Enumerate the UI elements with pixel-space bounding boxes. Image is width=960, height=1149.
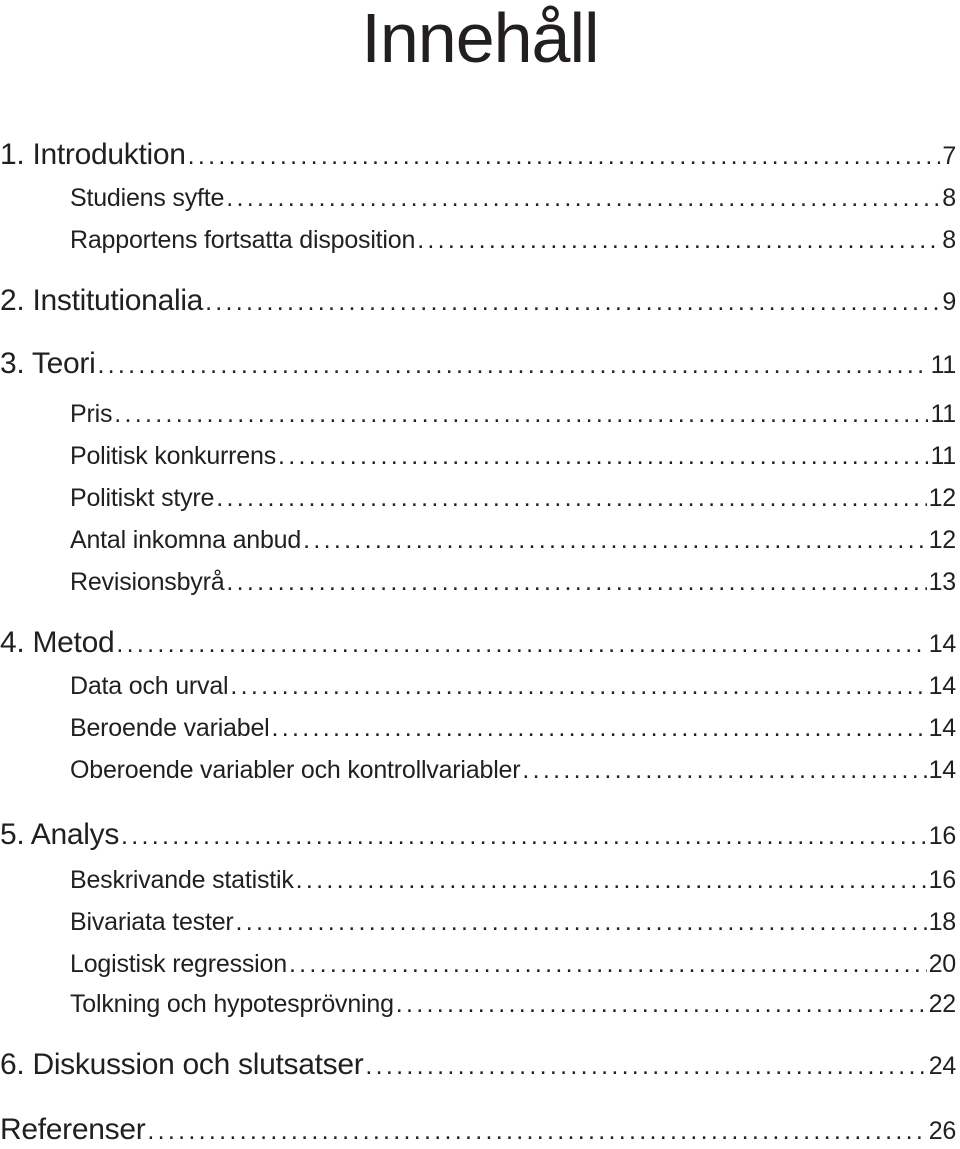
toc-entry-data-och-urval[interactable]: [0, 672, 956, 701]
dot-leader: [188, 142, 941, 171]
toc-page-number: 11: [930, 442, 956, 470]
toc-page-number: 16: [928, 822, 956, 850]
dot-leader: [303, 526, 926, 555]
toc-page-number: 16: [928, 866, 956, 894]
toc-entry-label: Tolkning och hypotesprövning: [70, 990, 394, 1018]
toc-entry-logistisk-regression[interactable]: [0, 950, 956, 979]
dot-leader: [97, 351, 928, 380]
dot-leader: [296, 866, 927, 895]
toc-page-number: 8: [942, 184, 956, 212]
toc-entry-introduktion[interactable]: [0, 138, 956, 172]
toc-page-number: 8: [942, 226, 956, 254]
toc-entry-beroende-variabel[interactable]: [0, 714, 956, 743]
toc-entry-diskussion[interactable]: [0, 1048, 956, 1082]
toc-entry-label: Studiens syfte: [70, 184, 225, 212]
dot-leader: [236, 908, 927, 937]
toc-entry-label: Beroende variabel: [70, 714, 270, 742]
toc-entry-tolkning[interactable]: [0, 990, 956, 1019]
toc-page-number: 14: [928, 756, 956, 784]
toc-entry-label: Politiskt styre: [70, 484, 215, 512]
toc-entry-referenser[interactable]: [0, 1113, 956, 1147]
toc-entry-label: Politisk konkurrens: [70, 442, 277, 470]
toc-entry-label: 2. Institutionalia: [0, 284, 204, 317]
toc-entry-politisk-konkurrens[interactable]: [0, 442, 956, 471]
toc-entry-label: 5. Analys: [0, 818, 120, 851]
toc-page-number: 22: [928, 990, 956, 1018]
dot-leader: [417, 226, 940, 255]
toc-entry-metod[interactable]: [0, 626, 956, 660]
toc-page-number: 12: [928, 526, 956, 554]
toc-entry-teori[interactable]: [0, 347, 956, 381]
toc-entry-label: Beskrivande statistik: [70, 866, 294, 894]
toc-entry-label: Pris: [70, 400, 113, 428]
toc-page-number: 9: [942, 288, 956, 316]
toc-entry-revisionsbyra[interactable]: [0, 568, 956, 597]
toc-entry-label: 4. Metod: [0, 626, 115, 659]
toc-entry-label: Referenser: [0, 1113, 146, 1146]
toc-entry-label: Rapportens fortsatta disposition: [70, 226, 416, 254]
toc-entry-beskrivande-statistik[interactable]: [0, 866, 956, 895]
toc-entry-label: Antal inkomna anbud: [70, 526, 302, 554]
toc-entry-label: Oberoende variabler och kontrollvariabler: [70, 756, 521, 784]
toc-page-number: 12: [928, 484, 956, 512]
dot-leader: [114, 400, 928, 429]
toc-entry-label: 3. Teori: [0, 347, 96, 380]
toc-page-number: 24: [928, 1052, 956, 1080]
toc-entry-label: 6. Diskussion och slutsatser: [0, 1048, 364, 1081]
dot-leader: [522, 756, 926, 785]
toc-entry-rapportens-disposition[interactable]: [0, 226, 956, 255]
page-title: Innehåll: [361, 0, 599, 77]
toc-entry-antal-inkomna-anbud[interactable]: [0, 526, 956, 555]
toc-page-number: 18: [928, 908, 956, 936]
dot-leader: [289, 950, 927, 979]
toc-page-number: 11: [930, 351, 956, 379]
toc-entry-label: Bivariata tester: [70, 908, 234, 936]
dot-leader: [216, 484, 926, 513]
toc-entry-studiens-syfte[interactable]: [0, 184, 956, 213]
toc-entry-label: Revisionsbyrå: [70, 568, 225, 596]
dot-leader: [365, 1052, 926, 1081]
dot-leader: [226, 568, 926, 597]
toc-page-number: 11: [930, 400, 956, 428]
dot-leader: [272, 714, 927, 743]
dot-leader: [226, 184, 940, 213]
toc-page-number: 26: [928, 1117, 956, 1145]
toc-entry-label: Logistisk regression: [70, 950, 287, 978]
dot-leader: [147, 1117, 926, 1146]
dot-leader: [121, 822, 927, 851]
toc-entry-label: 1. Introduktion: [0, 138, 186, 171]
dot-leader: [278, 442, 928, 471]
dot-leader: [396, 990, 927, 1019]
toc-page-number: 13: [928, 568, 956, 596]
toc-entry-institutionalia[interactable]: [0, 284, 956, 318]
toc-entry-oberoende-variabler[interactable]: [0, 756, 956, 785]
toc-page-number: 14: [928, 714, 956, 742]
toc-entry-pris[interactable]: [0, 400, 956, 429]
toc-entry-bivariata-tester[interactable]: [0, 908, 956, 937]
toc-page-number: 14: [928, 672, 956, 700]
dot-leader: [116, 630, 926, 659]
dot-leader: [230, 672, 926, 701]
toc-page-number: 14: [928, 630, 956, 658]
toc-entry-politiskt-styre[interactable]: [0, 484, 956, 513]
toc-page-number: 20: [928, 950, 956, 978]
dot-leader: [205, 288, 940, 317]
toc-entry-label: Data och urval: [70, 672, 229, 700]
toc-entry-analys[interactable]: [0, 818, 956, 852]
toc-page-number: 7: [942, 142, 956, 170]
